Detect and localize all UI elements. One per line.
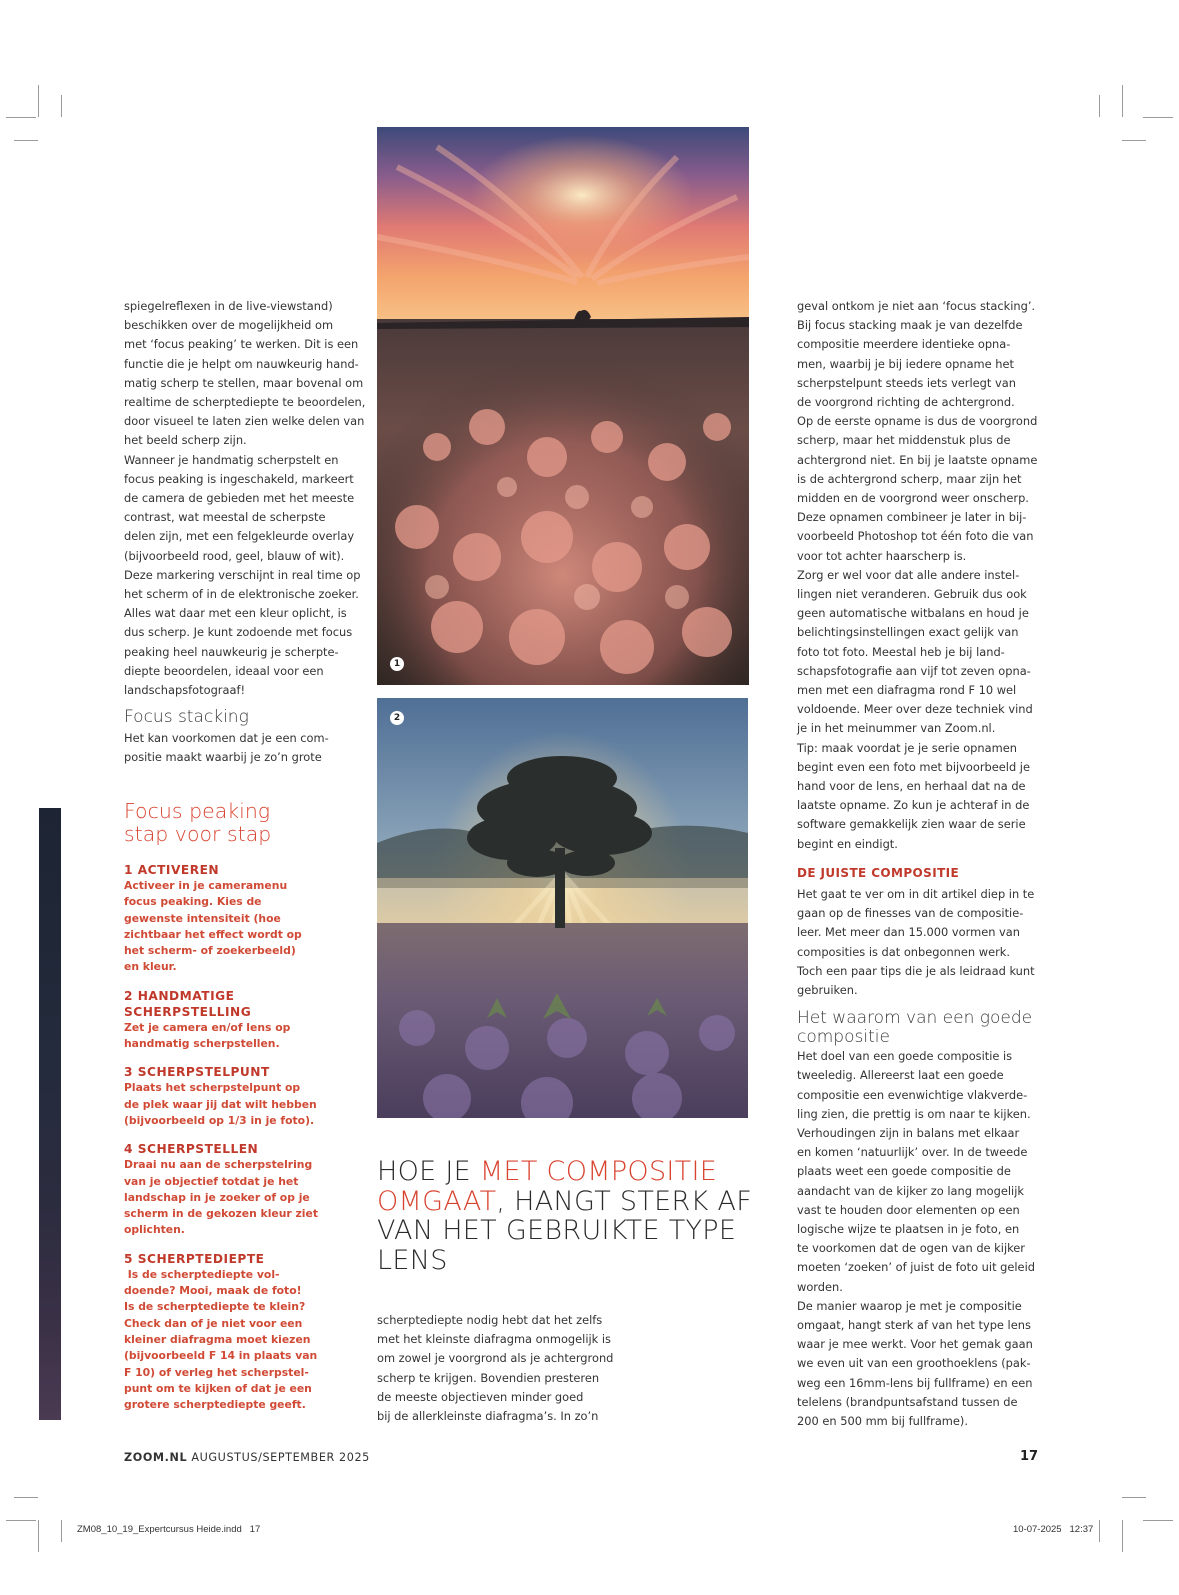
slug-file: ZM08_10_19_Expertcursus Heide.indd 17 (77, 1524, 261, 1535)
text-line: scherp te krijgen. Bovendien presteren (377, 1370, 600, 1385)
sidebar-step-title (124, 862, 364, 878)
photo-number-badge: 1 (390, 657, 404, 671)
text-line: logische wijze te plaatsen in je foto, en (797, 1221, 1020, 1236)
text-line: aandacht van de kijker zo lang mogelijk (797, 1183, 1024, 1198)
text-line: vast te houden door elementen op een (797, 1202, 1020, 1217)
sidebar-step-body (124, 1020, 364, 1053)
crop-mark (1143, 117, 1173, 118)
left-column (124, 297, 364, 700)
step-body-line: landschap in je zoeker of op je (124, 1190, 310, 1204)
middle-column (377, 1311, 637, 1426)
text-line: men met een diafragma rond F 10 wel (797, 683, 1017, 698)
text-line: waar je mee werkt. Voor het gemak gaan (797, 1337, 1033, 1352)
text-line: schapsfotografie aan vijf tot zeven opna- (797, 663, 1031, 678)
step-body-line: Draai nu aan de scherpstelring (124, 1158, 313, 1172)
photo-number-badge: 2 (390, 711, 404, 725)
sidebar-step (124, 1141, 364, 1238)
sidebar-steps (124, 862, 364, 1413)
text-line: gebruiken. (797, 982, 858, 997)
step-title-line: 4 SCHERPSTELLEN (124, 1142, 259, 1157)
text-line: dus scherp. Je kunt zodoende met focus (124, 625, 353, 640)
text-line: door visueel te laten zien welke delen van (124, 414, 365, 429)
text-line: software gemakkelijk zien waar de serie (797, 817, 1026, 832)
waarom-heading-line: compositie (797, 1027, 890, 1048)
text-line: te voorkomen dat de ogen van de kijker (797, 1241, 1025, 1256)
step-body-line: Zet je camera en/of lens op (124, 1020, 291, 1034)
sidebar-step (124, 988, 364, 1053)
crop-mark (1099, 1520, 1100, 1542)
sidebar-step-title (124, 1251, 364, 1267)
step-body-line: handmatig scherpstellen. (124, 1037, 280, 1051)
text-line: de meeste objectieven minder goed (377, 1389, 584, 1404)
middle-paragraph (377, 1311, 637, 1426)
step-body-line: gewenste intensiteit (hoe (124, 911, 281, 925)
text-line: foto tot foto. Meestal heb je bij land- (797, 644, 1005, 659)
focus-stacking-continued (797, 297, 1047, 854)
crop-mark (1122, 140, 1146, 141)
step-body-line: Activeer in je cameramenu (124, 879, 288, 892)
crop-mark (1143, 1520, 1173, 1521)
step-body-line: oplichten. (124, 1223, 185, 1237)
sidebar-step (124, 1251, 364, 1414)
step-body-line: focus peaking. Kies de (124, 895, 262, 909)
text-line: compositie meerdere identieke opna- (797, 337, 1011, 352)
step-body-line: en kleur. (124, 960, 177, 974)
footer-folio (124, 1451, 370, 1464)
text-line: worden. (797, 1279, 843, 1294)
step-body-line: kleiner diafragma moet kiezen (124, 1332, 311, 1346)
text-line: Het kan voorkomen dat je een com- (124, 731, 329, 745)
waarom-heading (797, 1009, 1047, 1047)
text-line: voorbeeld Photoshop tot één foto die van (797, 529, 1034, 544)
photo-tree-fog (377, 698, 748, 1118)
text-line: laatste opname. Zo kun je achteraf in de (797, 798, 1030, 813)
pull-quote-text: , HANGT STERK AF VAN HET GEBRUIKTE TYPE LENS (377, 1185, 753, 1276)
sidebar-step-body (124, 1080, 364, 1129)
text-line: peaking heel nauwkeurig je scherpte- (124, 644, 339, 659)
crop-mark (1099, 95, 1100, 117)
text-line: leer. Met meer dan 15.000 vormen van (797, 925, 1021, 940)
slug-date: 10-07-2025 12:37 (1013, 1524, 1094, 1535)
text-line: voldoende. Meer over deze techniek vind (797, 702, 1033, 717)
text-line: moeten ‘zoeken’ of juist de foto uit geleid (797, 1260, 1035, 1275)
pull-quote (377, 1157, 757, 1275)
text-line: plaats weet een goede compositie de (797, 1164, 1011, 1179)
text-line: focus peaking is ingeschakeld, markeert (124, 471, 354, 486)
sidebar-step-title (124, 1064, 364, 1080)
step-body-line: (bijvoorbeeld F 14 in plaats van (124, 1349, 318, 1363)
text-line: geen automatische witbalans en houd je (797, 606, 1029, 621)
text-line: positie maakt waarbij je zo’n grote (124, 750, 322, 765)
text-line: tweeledig. Allereerst laat een goede (797, 1068, 1004, 1083)
text-line: gaan op de finesses van de compositie- (797, 906, 1024, 921)
text-line: Toch een paar tips die je als leidraad kunt (797, 963, 1035, 978)
step-body-line: punt om te kijken of dat je een (124, 1381, 312, 1395)
step-title-line: SCHERPSTELLING (124, 1004, 252, 1019)
text-line: midden en de voorgrond weer onscherp. (797, 491, 1029, 506)
text-line: ling zien, die prettig is om naar te kijken. (797, 1106, 1031, 1121)
text-line: 200 en 500 mm bij fullframe). (797, 1413, 968, 1428)
waarom-heading-line: Het waarom van een goede (797, 1008, 1033, 1029)
text-line: weg een 16mm-lens bij fullframe) en een (797, 1375, 1033, 1390)
pull-quote-text: HOE JE (377, 1156, 480, 1187)
crop-mark (38, 85, 39, 117)
step-body-line: F 10) of verleg het scherpstel- (124, 1365, 309, 1379)
compositie-heading: DE JUISTE COMPOSITIE (797, 865, 960, 880)
step-body-line: Is de scherptediepte te klein? (124, 1300, 306, 1314)
text-line: De manier waarop je met je compositie (797, 1298, 1022, 1313)
text-line: functie die je helpt om nauwkeurig hand- (124, 356, 359, 371)
focus-stacking-heading: Focus stacking (124, 707, 249, 727)
text-line: telelens (brandpuntsafstand tussen de (797, 1394, 1018, 1409)
text-line: Zorg er wel voor dat alle andere instel- (797, 567, 1020, 582)
pull-quote-highlight: MET COMPOSITIE OMGAAT (377, 1156, 718, 1217)
compositie-paragraph (797, 885, 1047, 1000)
crop-mark (6, 1520, 36, 1521)
crop-mark (61, 95, 62, 117)
step-body-line: het scherm- of zoekerbeeld) (124, 944, 296, 958)
crop-mark (61, 1520, 62, 1542)
text-line: om zowel je voorgrond als je achtergrond (377, 1351, 614, 1366)
focus-stacking-section (124, 707, 364, 767)
sidebar-step-title (124, 1141, 364, 1157)
sidebar-step-body (124, 878, 364, 976)
page-number: 17 (1020, 1449, 1039, 1464)
text-line: spiegelreflexen in de live-viewstand) (124, 299, 333, 313)
waarom-paragraph (797, 1047, 1047, 1431)
bleed-image-strip (39, 808, 61, 1420)
crop-mark (1122, 1520, 1123, 1552)
crop-mark (1122, 1497, 1146, 1498)
text-line: omgaat, hangt sterk af van het type lens (797, 1317, 1031, 1332)
crop-mark (6, 117, 36, 118)
text-line: we even uit van een groothoeklens (pak- (797, 1356, 1031, 1371)
text-line: scherp, maar het middenstuk plus de (797, 433, 1011, 448)
text-line: landschapsfotograaf! (124, 683, 246, 698)
crop-mark (14, 1497, 38, 1498)
text-line: voor tot achter haarscherp is. (797, 548, 967, 563)
step-title-line: 3 SCHERPSTELPUNT (124, 1065, 270, 1080)
text-line: Wanneer je handmatig scherpstelt en (124, 452, 339, 467)
step-title-line: 2 HANDMATIGE (124, 988, 235, 1003)
text-line: Deze markering verschijnt in real time op (124, 567, 361, 582)
sidebar-step-title (124, 988, 364, 1020)
intro-paragraph (124, 297, 364, 700)
sidebar-step (124, 1064, 364, 1129)
focus-stacking-paragraph (124, 729, 364, 767)
crop-mark (38, 1520, 39, 1552)
text-line: is de achtergrond scherp, maar zijn het (797, 471, 1022, 486)
right-column (797, 297, 1047, 1431)
text-line: het scherm of in de elektronische zoeker. (124, 587, 359, 602)
step-title-line: 5 SCHERPTEDIEPTE (124, 1251, 265, 1266)
text-line: Tip: maak voordat je je serie opnamen (797, 740, 1017, 755)
text-line: contrast, wat meestal de scherpste (124, 510, 326, 525)
text-line: achtergrond niet. En bij je laatste opname (797, 452, 1038, 467)
text-line: met ‘focus peaking’ te werken. Dit is een (124, 337, 359, 352)
photo-heather-sunset-graphic (377, 127, 749, 685)
text-line: je in het meinummer van Zoom.nl. (797, 721, 996, 736)
sidebar-title-line: Focus peaking (124, 799, 271, 823)
step-body-line: van je objectief totdat je het (124, 1174, 299, 1188)
text-line: belichtingsinstellingen exact gelijk van (797, 625, 1019, 640)
step-title-line: 1 ACTIVEREN (124, 863, 220, 877)
text-line: Deze opnamen combineer je later in bij- (797, 510, 1027, 525)
step-body-line: grotere scherptediepte geeft. (124, 1398, 306, 1412)
text-line: hand voor de lens, en herhaal dat na de (797, 779, 1026, 794)
text-line: geval ontkom je niet aan ‘focus stacking’. (797, 299, 1036, 313)
text-line: de camera de gebieden met het meeste (124, 491, 355, 506)
footer-issue: AUGUSTUS/SEPTEMBER 2025 (191, 1451, 370, 1464)
text-line: bij de allerkleinste diafragma’s. In zo’n (377, 1409, 599, 1424)
text-line: de voorgrond richting de achtergrond. (797, 395, 1015, 410)
text-line: Op de eerste opname is dus de voorgrond (797, 414, 1038, 429)
footer-brand: ZOOM.NL (124, 1451, 188, 1464)
step-body-line: Plaats het scherpstelpunt op (124, 1081, 301, 1095)
text-line: het beeld scherp zijn. (124, 433, 247, 448)
step-body-line: zichtbaar het effect wordt op (124, 927, 302, 941)
text-line: scherpstelpunt steeds iets verlegt van (797, 375, 1016, 390)
text-line: beschikken over de mogelijkheid om (124, 318, 334, 333)
step-body-line: scherm in de gekozen kleur ziet (124, 1207, 318, 1221)
text-line: delen zijn, met een felgekleurde overlay (124, 529, 355, 544)
sidebar-step (124, 862, 364, 976)
text-line: (bijvoorbeeld rood, geel, blauw of wit). (124, 548, 345, 563)
text-line: men, waarbij je bij iedere opname het (797, 356, 1014, 371)
step-body-line: Check dan of je niet voor een (124, 1316, 303, 1330)
text-line: diepte beoordelen, ideaal voor een (124, 663, 324, 678)
text-line: Bij focus stacking maak je van dezelfde (797, 318, 1023, 333)
text-line: Verhoudingen zijn in balans met elkaar (797, 1125, 1020, 1140)
photo-tree-fog-graphic (377, 698, 748, 1118)
sidebar-box (124, 800, 364, 1425)
text-line: Het gaat te ver om in dit artikel diep in te (797, 886, 1035, 901)
sidebar-step-body (124, 1157, 364, 1238)
step-body-line: (bijvoorbeeld op 1/3 in je foto). (124, 1113, 315, 1127)
step-body-line: Is de scherptediepte vol- (124, 1267, 280, 1281)
sidebar-title-line: stap voor stap (124, 822, 272, 846)
step-body-line: de plek waar jij dat wilt hebben (124, 1097, 317, 1111)
text-line: realtime de scherptediepte te beoordelen, (124, 395, 366, 410)
text-line: begint even een foto met bijvoorbeeld je (797, 759, 1030, 774)
crop-mark (14, 140, 38, 141)
sidebar-title (124, 800, 364, 846)
sidebar-step-body (124, 1267, 364, 1414)
crop-mark (1122, 85, 1123, 117)
text-line: Het doel van een goede compositie is (797, 1049, 1013, 1064)
text-line: scherptediepte nodig hebt dat het zelfs (377, 1313, 603, 1327)
text-line: Alles wat daar met een kleur oplicht, is (124, 606, 347, 621)
photo-heather-sunset (377, 127, 749, 685)
text-line: matig scherp te stellen, maar bovenal om (124, 375, 364, 390)
text-line: en komen ‘natuurlijk’ over. In de tweede (797, 1145, 1028, 1160)
text-line: lingen niet veranderen. Gebruik dus ook (797, 587, 1027, 602)
text-line: begint en eindigt. (797, 836, 898, 851)
step-body-line: doende? Mooi, maak de foto! (124, 1284, 302, 1298)
text-line: composities is dat onbegonnen werk. (797, 944, 1010, 959)
text-line: compositie een evenwichtige vlakverde- (797, 1087, 1028, 1102)
text-line: met het kleinste diafragma onmogelijk is (377, 1332, 611, 1347)
